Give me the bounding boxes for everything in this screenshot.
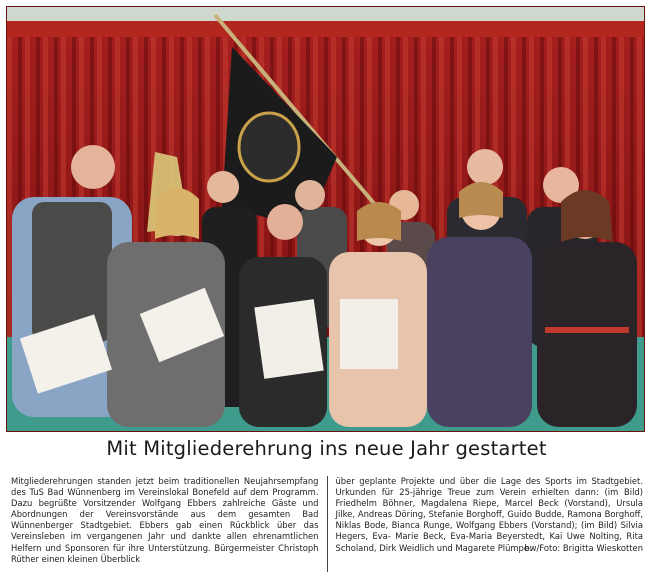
article-column-left — [11, 476, 328, 572]
photo-credit: bw/Foto: Brigitta Wieskotten — [524, 542, 643, 553]
article-text-left: Mitgliederehrungen standen jetzt beim traditionellen Neujahrsempfang des TuS Bad Wünnenberg im Vereinslokal Bonefeld auf dem Programm. Dazu begrüßte Vorsitzender Wolfgang Ebbers zahlreiche Gäste und Abordnungen der Vereinsvorstände aus dem gesamten Bad Wünnenberger Stadtgebiet. Ebbers gab einen Rückblick über das Vereinsleben im vergangenen Jahr und dankte allen ehrenamtlichen Helfern und Sponsoren für ihre Unterstützung. Bürgermeister Christoph Rüther einen kleinen Überblick — [11, 476, 319, 564]
group-photo — [6, 6, 645, 432]
headline: Mit Mitgliederehrung ins neue Jahr gestartet — [106, 437, 547, 460]
article-text-right: über geplante Projekte und über die Lage des Sports im Stadtgebiet. Urkunden für 25-jährige Treue zum Verein erhielten dann: (im Bild) Friedhelm Böhner, Magdalena Riepe, Marcel Beck (Vorstand), Ursula Jilke, Andreas Döring, Stefanie Borghoff, Guido Budde, Ramona Borghoff, Niklas Bode, Bianca Runge, Wolfgang Ebbers (Vorstand); (im Bild) Silvia Hegers, Eva- Marie Beck, Eva-Maria Beyerstedt, Kai Uwe Nolting, Rita Scholand, Dirk Weidlich und Magarete Plümpe. — [335, 476, 643, 553]
curtain-valance — [7, 21, 644, 39]
article-body — [11, 476, 643, 572]
article-column-right — [328, 476, 644, 572]
